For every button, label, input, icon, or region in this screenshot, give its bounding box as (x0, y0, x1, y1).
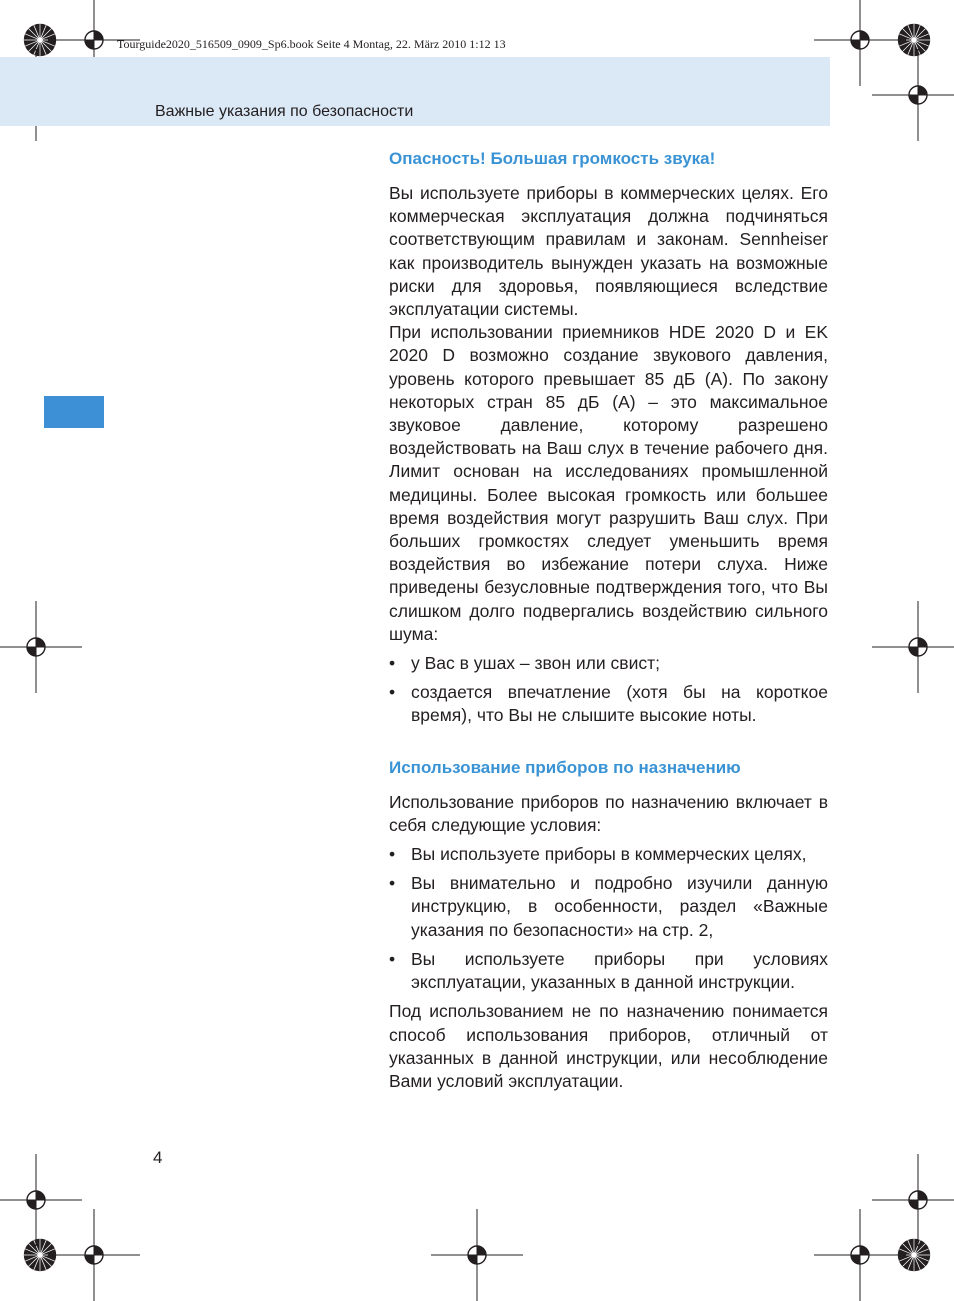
list-item: • создается впечатление (хотя бы на короткое время), что Вы не слышите высокие ноты. (389, 681, 828, 727)
crosshair-mark-bottom-left-inner (48, 1209, 140, 1301)
list-item: • Вы используете приборы в коммерческих целях, (389, 843, 828, 866)
paragraph-commercial-use: Вы используете приборы в коммерческих целях. Его коммерческая эксплуатация должна подчиняться соответствующим правилам и законам. Sennheiser как производитель вынужден указать на возможные риски для здоровья, появляющиеся вследствие эксплуатации системы. (389, 183, 828, 320)
paragraph-sound-pressure: При использовании приемников HDE 2020 D и EK 2020 D возможно создание звукового давления, уровень которого превышает 85 дБ (A). По закону некоторых стран 85 дБ (A) – это максимальное звуковое давление, которому разрешено воздействовать на Ваш слух в течение рабочего дня. Лимит основан на исследованиях промышленной медицины. Более высокая громкость или большее время воздействия могут разрушить Ваш слух. При больших громкостях следует уменьшить время воздействия во избежание потери слуха. Ниже приведены безусловные подтверждения того, что Вы слишком долго подвергались воздействию сильного шума: (389, 322, 828, 644)
paragraph-improper-use: Под использованием не по назначению понимается способ использования приборов, отличный от указанных в данной инструкции, или несоблюдение Вами условий эксплуатации. (389, 1001, 828, 1091)
crosshair-mark-bottom-center (431, 1209, 523, 1301)
crosshair-mark-left-middle (0, 601, 82, 693)
slug-line: Tourguide2020_516509_0909_Sp6.book Seite 4 Montag, 22. März 2010 1:12 13 (117, 37, 506, 51)
header-band (0, 57, 830, 126)
page-number: 4 (153, 1148, 163, 1167)
running-head: Важные указания по безопасности (155, 103, 414, 120)
list-item: • Вы внимательно и подробно изучили данную инструкцию, в особенности, раздел «Важные указания по безопасности» на стр. 2, (389, 872, 828, 942)
main-content (389, 147, 828, 1093)
paragraph-intended-use-intro: Использование приборов по назначению включает в себя следующие условия: (389, 791, 828, 835)
symptom-list (389, 652, 828, 728)
chapter-tab-marker (44, 396, 104, 428)
crosshair-mark-right-upper (872, 49, 954, 141)
crosshair-mark-right-middle (872, 601, 954, 693)
crosshair-mark-bottom-right-inner (814, 1209, 906, 1301)
section-heading-intended-use: Использование приборов по назначению (389, 757, 741, 777)
conditions-list (389, 843, 828, 994)
list-item: • у Вас в ушах – звон или свист; (389, 652, 828, 675)
list-item: • Вы используете приборы при условиях эксплуатации, указанных в данной инструкции. (389, 948, 828, 994)
section-heading-loudness: Опасность! Большая громкость звука! (389, 149, 716, 168)
